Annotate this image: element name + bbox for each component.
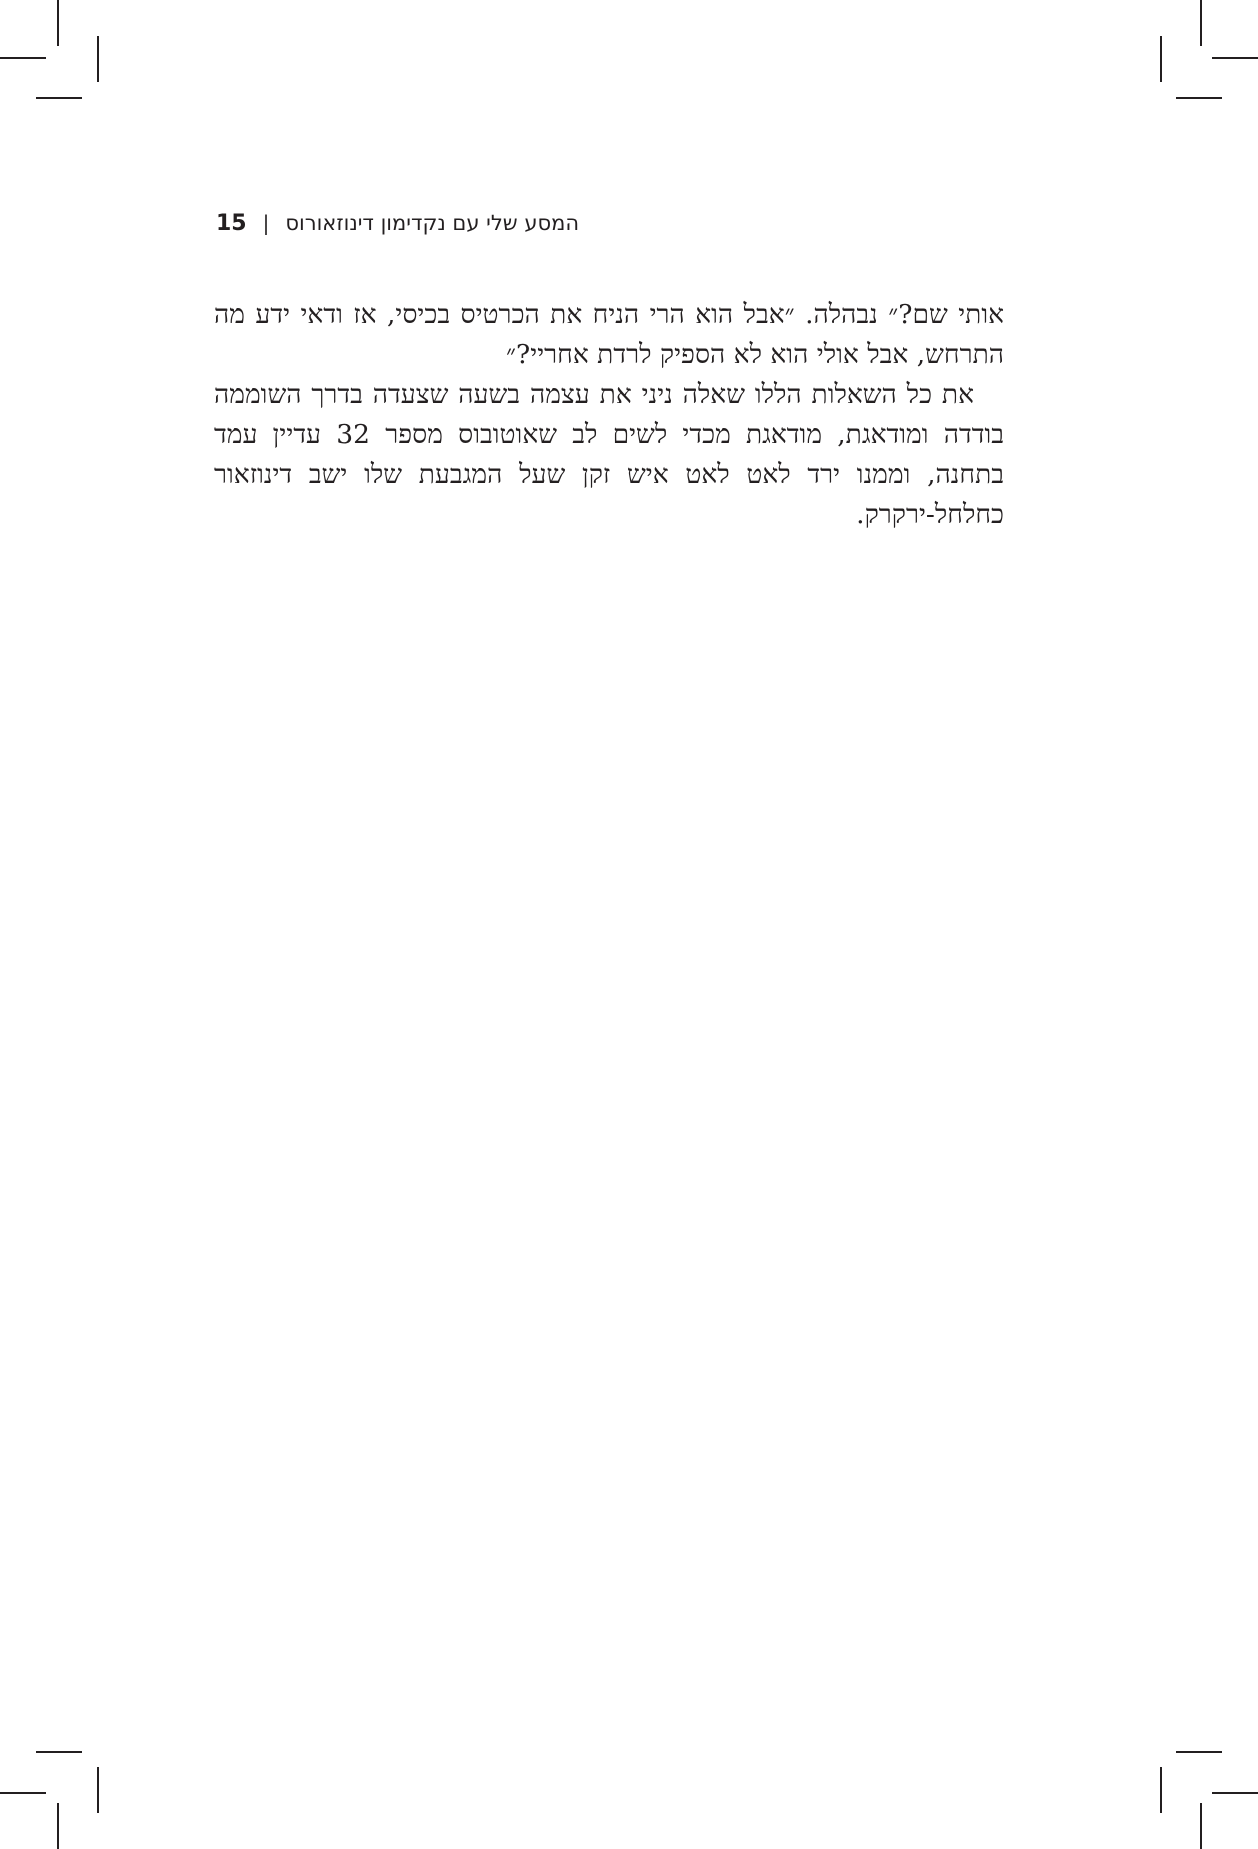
- crop-mark: [97, 1767, 99, 1813]
- crop-mark: [97, 36, 99, 82]
- crop-mark: [1176, 97, 1222, 99]
- crop-mark: [57, 1803, 59, 1849]
- running-head: [216, 206, 1006, 240]
- body-text: [214, 295, 1004, 535]
- crop-mark: [0, 57, 46, 59]
- book-title: המסע שלי עם נקדימון דינוזאורוס: [285, 211, 580, 235]
- crop-mark: [57, 0, 59, 46]
- crop-mark: [36, 1751, 82, 1753]
- crop-mark: [1212, 57, 1258, 59]
- crop-mark: [1176, 1751, 1222, 1753]
- crop-mark: [1160, 36, 1162, 82]
- crop-mark: [1200, 0, 1202, 46]
- page-number: 15: [216, 210, 247, 236]
- paragraph: את כל השאלות הללו שאלה ניני את עצמה בשעה שצעדה בדרך השוממה בודדה ומודאגת, מודאגת מכדי לשים לב שאוטובוס מספר 32 עדיין עמד בתחנה, וממנו ירד לאט לאט איש זקן שעל המגבעת שלו ישב דינוזאור כחלחל-ירקרק.: [214, 379, 1004, 530]
- paragraph: אותי שם?״ נבהלה. ״אבל הוא הרי הניח את הכרטיס בכיסי, אז ודאי ידע מה התרחש, אבל אולי הוא לא הספיק לרדת אחריי?״: [214, 299, 1004, 370]
- crop-mark: [36, 97, 82, 99]
- crop-mark: [0, 1792, 46, 1794]
- crop-mark: [1200, 1803, 1202, 1849]
- header-separator: |: [262, 211, 270, 235]
- crop-mark: [1212, 1792, 1258, 1794]
- crop-mark: [1160, 1767, 1162, 1813]
